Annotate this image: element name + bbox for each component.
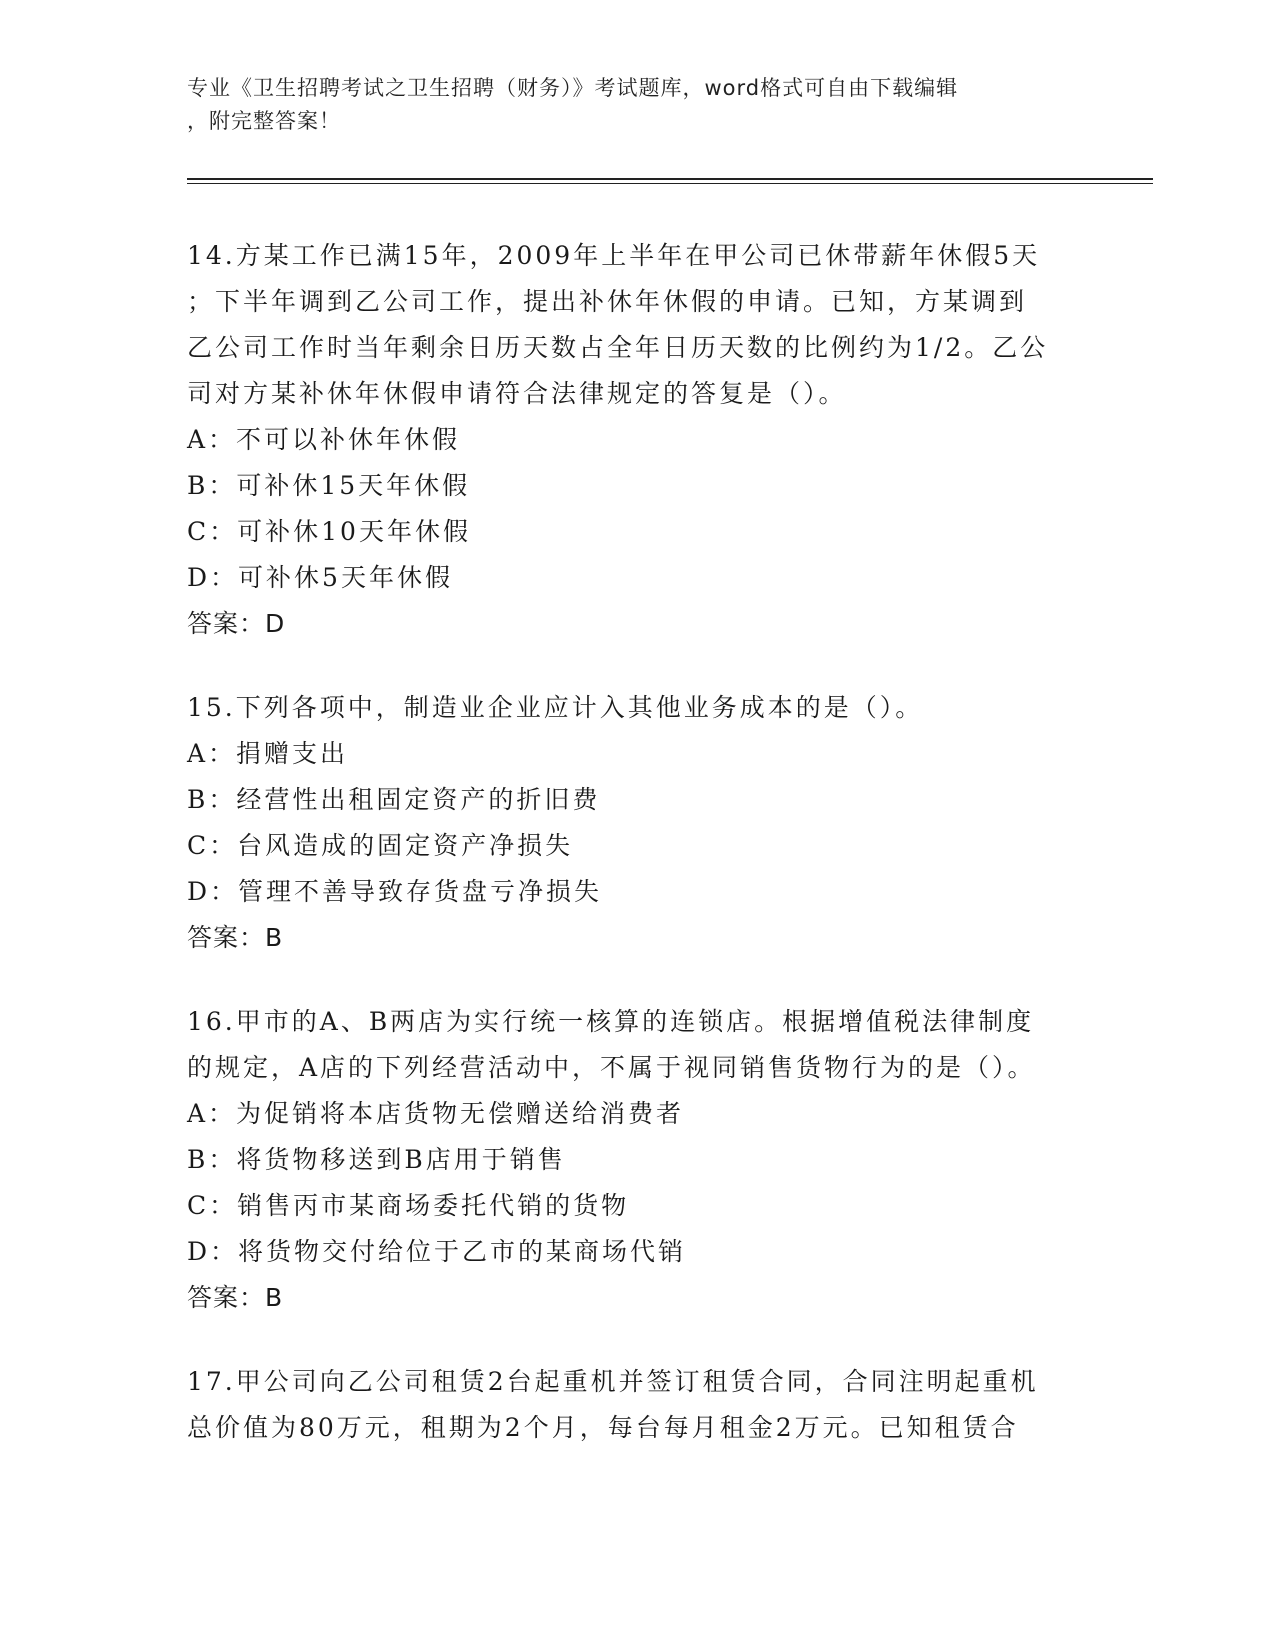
header-line-2: ，附完整答案！	[187, 109, 341, 133]
header-line-1: 专业《卫生招聘考试之卫生招聘（财务）》考试题库，word格式可自由下载编辑	[187, 76, 959, 100]
question-16	[187, 999, 1087, 1321]
header-divider	[187, 178, 1153, 180]
header-divider-thin	[187, 183, 1153, 184]
question-text-line: 司对方某补休年休假申请符合法律规定的答复是（）。	[187, 379, 847, 408]
option-a: A：捐赠支出	[187, 739, 349, 768]
option-a: A：不可以补休年休假	[187, 425, 461, 454]
option-d: D：可补休5天年休假	[187, 563, 453, 592]
question-text-line: 14.方某工作已满15年，2009年上半年在甲公司已休带薪年休假5天	[187, 241, 1041, 270]
question-text-line: ；下半年调到乙公司工作，提出补休年休假的申请。已知，方某调到	[187, 287, 1028, 316]
question-list	[187, 233, 1087, 1489]
question-text-line: 乙公司工作时当年剩余日历天数占全年日历天数的比例约为1/2。乙公	[187, 333, 1049, 362]
question-text-line: 16.甲市的A、B两店为实行统一核算的连锁店。根据增值税法律制度	[187, 1007, 1035, 1036]
option-c: C：台风造成的固定资产净损失	[187, 831, 574, 860]
question-15	[187, 685, 1087, 961]
question-text-line: 17.甲公司向乙公司租赁2台起重机并签订租赁合同，合同注明起重机	[187, 1367, 1039, 1396]
question-text-line: 的规定，A店的下列经营活动中，不属于视同销售货物行为的是（）。	[187, 1053, 1036, 1082]
question-17	[187, 1359, 1087, 1451]
question-text-line: 15.下列各项中，制造业企业应计入其他业务成本的是（）。	[187, 693, 924, 722]
answer: 答案：B	[187, 923, 284, 952]
option-d: D：将货物交付给位于乙市的某商场代销	[187, 1237, 687, 1266]
answer: 答案：B	[187, 1283, 284, 1312]
question-text-line: 总价值为80万元，租期为2个月，每台每月租金2万元。已知租赁合	[187, 1413, 1019, 1442]
option-a: A：为促销将本店货物无偿赠送给消费者	[187, 1099, 685, 1128]
option-b: B：将货物移送到B店用于销售	[187, 1145, 566, 1174]
document-header	[187, 72, 1087, 138]
option-d: D：管理不善导致存货盘亏净损失	[187, 877, 603, 906]
answer: 答案：D	[187, 609, 286, 638]
option-c: C：销售丙市某商场委托代销的货物	[187, 1191, 630, 1220]
option-c: C：可补休10天年休假	[187, 517, 471, 546]
option-b: B：可补休15天年休假	[187, 471, 471, 500]
option-b: B：经营性出租固定资产的折旧费	[187, 785, 601, 814]
question-14	[187, 233, 1087, 647]
